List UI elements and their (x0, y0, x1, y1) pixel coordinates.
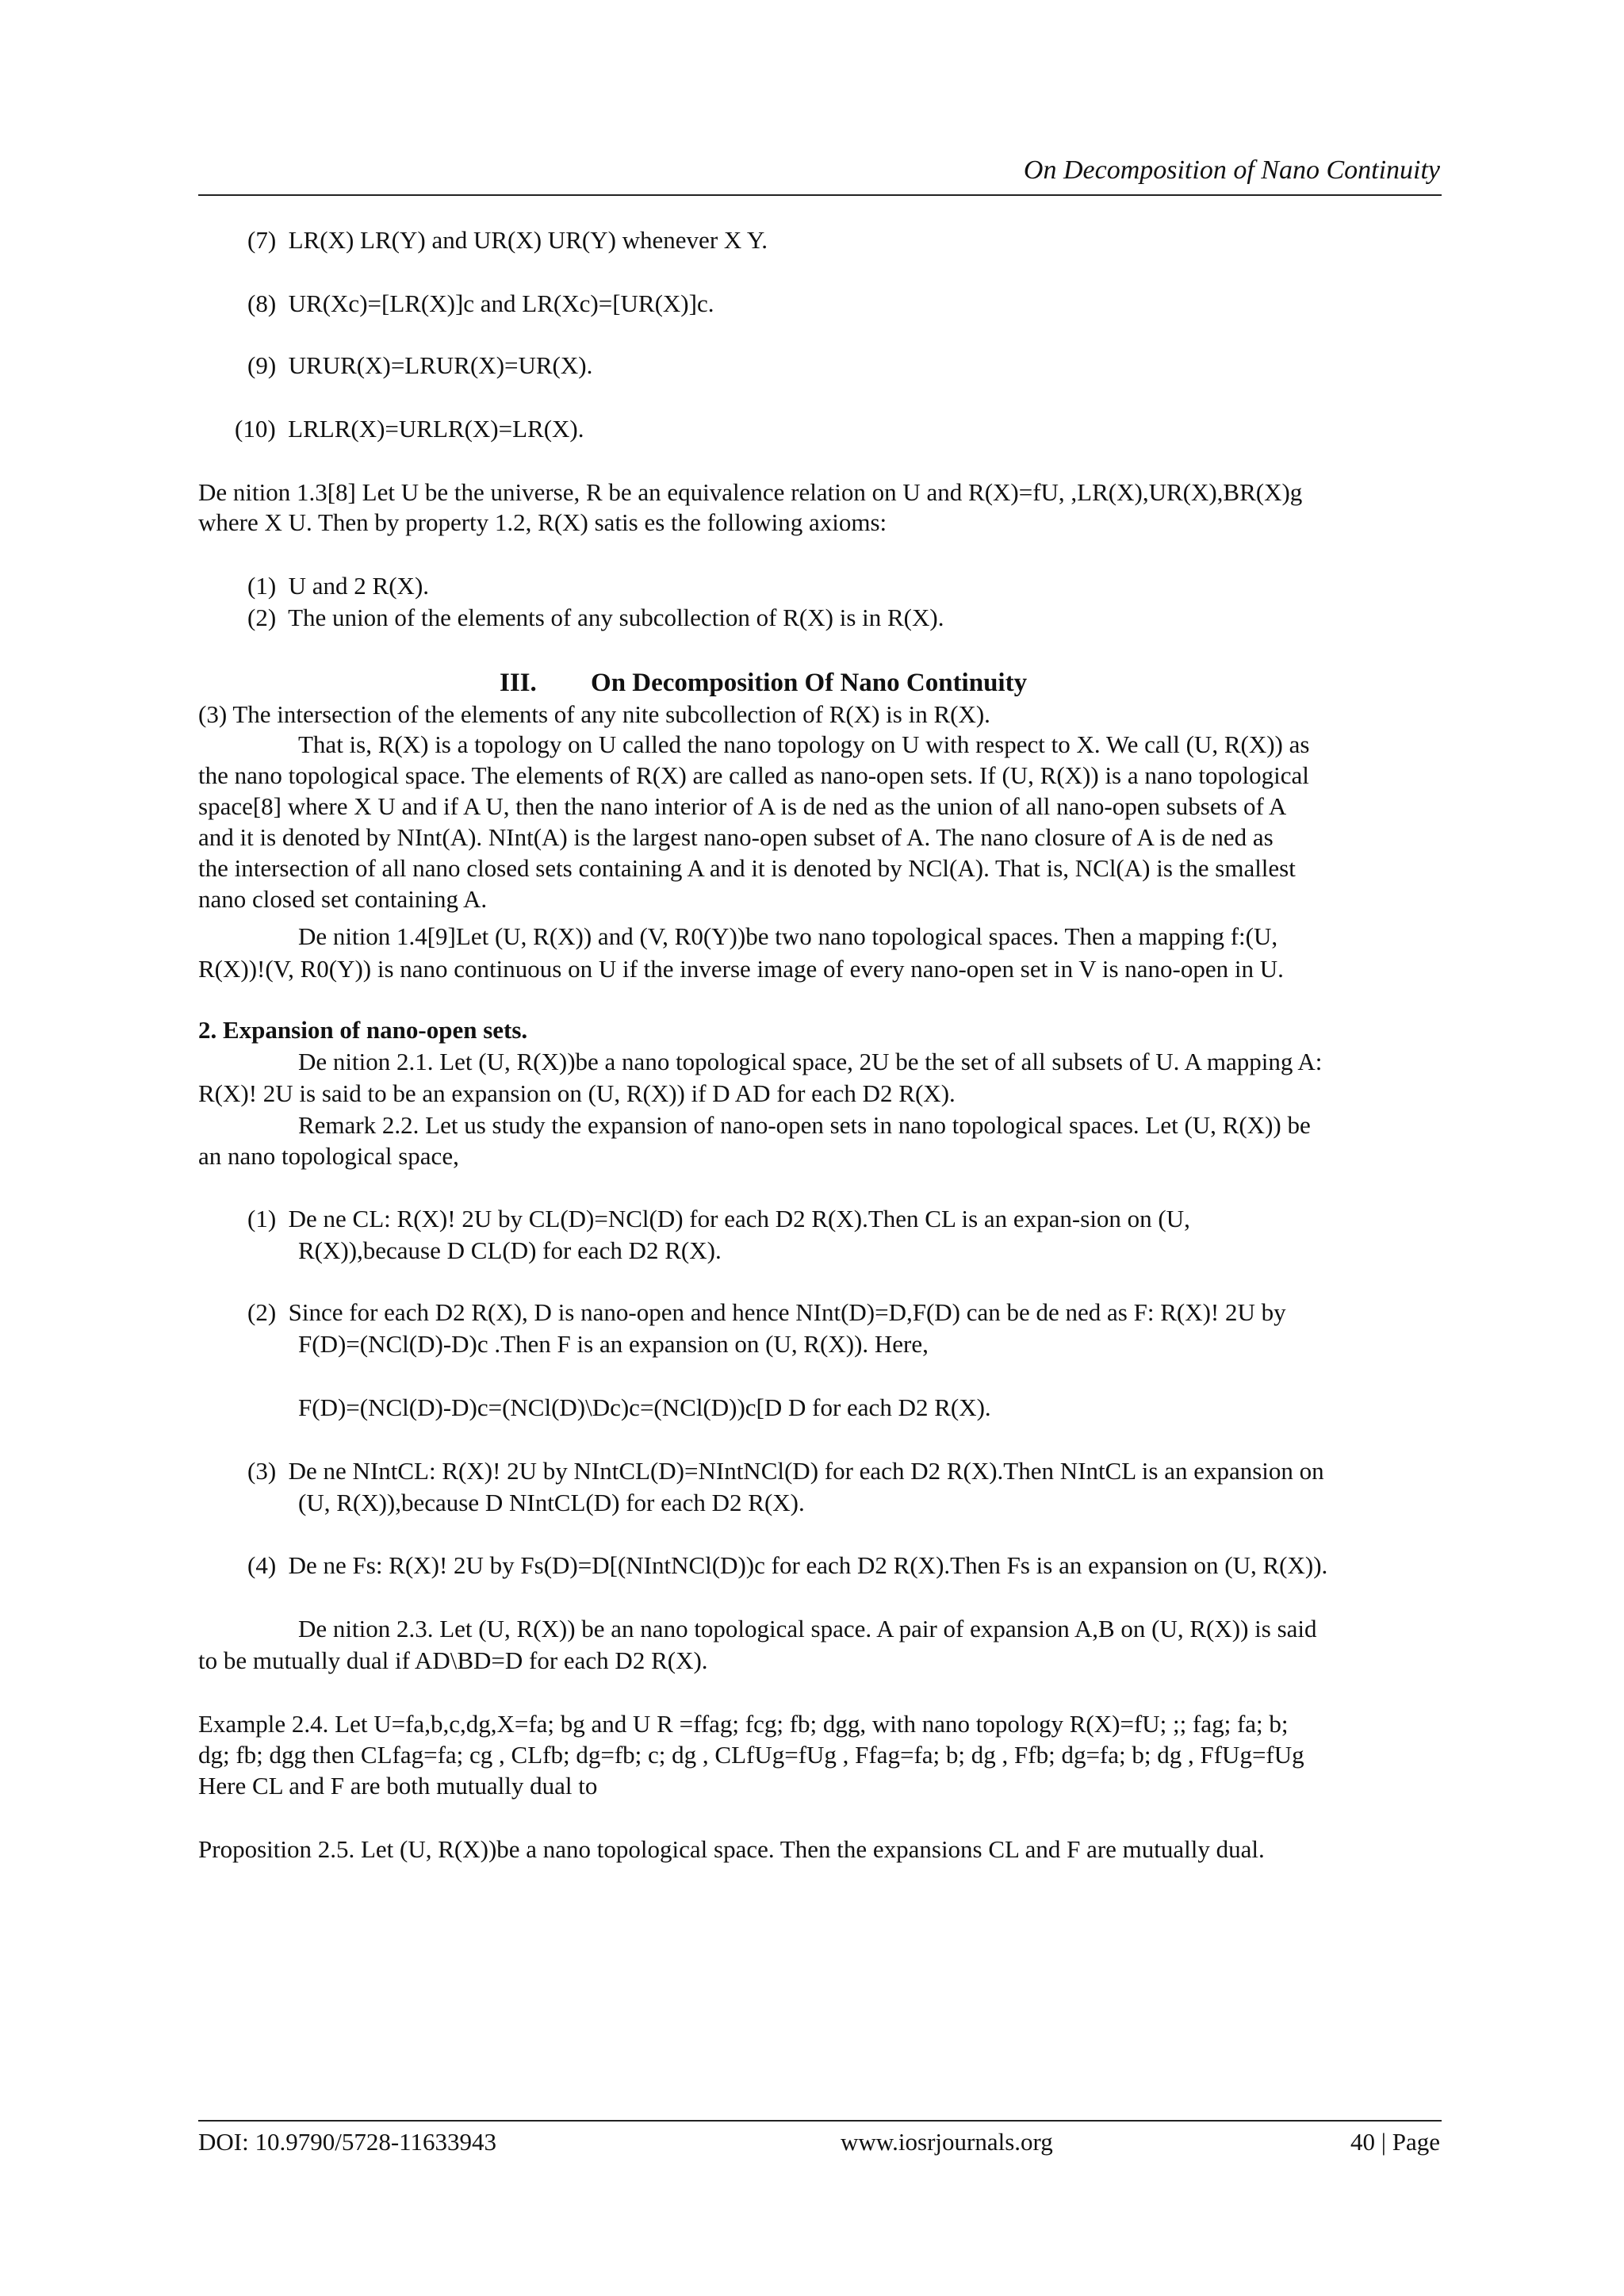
item-number: (3) (247, 1457, 277, 1485)
list-item-4 (247, 1550, 1327, 1581)
item-number: (2) (247, 1298, 277, 1326)
definition-1-4-line: De nition 1.4[9]Let (U, R(X)) and (V, R0(Y))be two nano topological spaces. Then a mapping f:(U, (298, 922, 1278, 950)
item-text: LRLR(X)=URLR(X)=LR(X). (288, 415, 584, 443)
section-title: On Decomposition Of Nano Continuity (591, 669, 1028, 697)
footer-page-number: 40 | Page (1350, 2128, 1440, 2156)
item-text: De ne Fs: R(X)! 2U by Fs(D)=D[(NIntNCl(D))c for each D2 R(X).Then Fs is an expansion on (U, R(X)). (288, 1551, 1328, 1579)
item-text: UR(Xc)=[LR(X)]c and LR(Xc)=[UR(X)]c. (288, 289, 714, 317)
list-item-3 (247, 1456, 1324, 1486)
list-item-continuation: (U, R(X)),because D NIntCL(D) for each D2 R(X). (298, 1489, 805, 1516)
proposition-2-5: Proposition 2.5. Let (U, R(X))be a nano topological space. Then the expansions CL and F are mutually dual. (198, 1835, 1265, 1863)
item-text: De ne NIntCL: R(X)! 2U by NIntCL(D)=NIntNCl(D) for each D2 R(X).Then NIntCL is an expansion on (288, 1457, 1324, 1485)
example-2-4-line: Here CL and F are both mutually dual to (198, 1772, 598, 1800)
axiom-3: (3) The intersection of the elements of any nite subcollection of R(X) is in R(X). (198, 700, 990, 728)
running-header: On Decomposition of Nano Continuity (1023, 155, 1440, 185)
definition-1-3-line2: where X U. Then by property 1.2, R(X) satis es the following axioms: (198, 508, 887, 536)
item-text: De ne CL: R(X)! 2U by CL(D)=NCl(D) for each D2 R(X).Then CL is an expan-sion on (U, (288, 1205, 1190, 1232)
list-item-continuation: F(D)=(NCl(D)-D)c .Then F is an expansion on (U, R(X)). Here, (298, 1330, 929, 1358)
definition-2-1-line: De nition 2.1. Let (U, R(X))be a nano topological space, 2U be the set of all subsets of U. A mapping A: (298, 1048, 1323, 1075)
item-number: (9) (247, 351, 277, 379)
axiom-2 (247, 603, 944, 633)
item-text: Since for each D2 R(X), D is nano-open and hence NInt(D)=D,F(D) can be de ned as F: R(X)! 2U by (288, 1298, 1286, 1326)
item-number: (2) (247, 604, 277, 631)
footer-rule (198, 2120, 1442, 2122)
list-item-continuation: R(X)),because D CL(D) for each D2 R(X). (298, 1236, 722, 1264)
paragraph-line: nano closed set containing A. (198, 885, 488, 913)
section-number: III. (500, 669, 537, 697)
paragraph-line: That is, R(X) is a topology on U called the nano topology on U with respect to X. We call (U, R(X)) as (298, 730, 1310, 758)
item-number: (10) (235, 415, 276, 443)
definition-2-1-line: R(X)! 2U is said to be an expansion on (U, R(X)) if D AD for each D2 R(X). (198, 1079, 956, 1107)
remark-2-2-line: Remark 2.2. Let us study the expansion of nano-open sets in nano topological spaces. Let (U, R(X)) be (298, 1111, 1311, 1139)
subsection-heading: 2. Expansion of nano-open sets. (198, 1016, 528, 1044)
definition-2-3-line: to be mutually dual if AD\BD=D for each D2 R(X). (198, 1646, 708, 1674)
property-9 (247, 351, 592, 381)
property-8 (247, 289, 714, 319)
item-number: (4) (247, 1551, 277, 1579)
paragraph-line: the intersection of all nano closed sets containing A and it is denoted by NCl(A). That is, NCl(A) is the smallest (198, 854, 1296, 882)
item-number: (1) (247, 1205, 277, 1232)
section-heading (500, 668, 1027, 698)
item-text: The union of the elements of any subcollection of R(X) is in R(X). (288, 604, 944, 631)
definition-2-3-line: De nition 2.3. Let (U, R(X)) be an nano topological space. A pair of expansion A,B on (U, R(X)) is said (298, 1615, 1317, 1642)
item-text: LR(X) LR(Y) and UR(X) UR(Y) whenever X Y. (288, 226, 768, 254)
header-rule (198, 194, 1442, 196)
paragraph-line: the nano topological space. The elements of R(X) are called as nano-open sets. If (U, R(X)) is a nano topological (198, 761, 1309, 789)
item-text: URUR(X)=LRUR(X)=UR(X). (288, 351, 593, 379)
item-text: U and 2 R(X). (288, 572, 430, 600)
example-2-4-line: Example 2.4. Let U=fa,b,c,dg,X=fa; bg and U R =ffag; fcg; fb; dgg, with nano topology R(X)=fU; ;; fag; fa; b; (198, 1710, 1289, 1738)
definition-1-4-line: R(X))!(V, R0(Y)) is nano continuous on U if the inverse image of every nano-open set in V is nano-open in U. (198, 955, 1284, 983)
list-item-1 (247, 1204, 1190, 1234)
item-number: (7) (247, 226, 277, 254)
footer-url[interactable]: www.iosrjournals.org (841, 2128, 1053, 2156)
property-10 (235, 414, 584, 444)
formula: F(D)=(NCl(D)-D)c=(NCl(D)\Dc)c=(NCl(D))c[D D for each D2 R(X). (298, 1393, 991, 1421)
list-item-2 (247, 1297, 1286, 1328)
paragraph-line: space[8] where X U and if A U, then the nano interior of A is de ned as the union of all nano-open subsets of A (198, 792, 1287, 820)
example-2-4-line: dg; fb; dgg then CLfag=fa; cg , CLfb; dg=fb; c; dg , CLfUg=fUg , Ffag=fa; b; dg , Ffb; dg=fa; b; dg , FfUg=fUg (198, 1741, 1304, 1769)
item-number: (1) (247, 572, 277, 600)
property-7 (247, 225, 768, 255)
item-number: (8) (247, 289, 277, 317)
remark-2-2-line: an nano topological space, (198, 1142, 459, 1170)
definition-1-3-line1: De nition 1.3[8] Let U be the universe, R be an equivalence relation on U and R(X)=fU, ,LR(X),UR(X),BR(X)g (198, 478, 1303, 506)
axiom-1 (247, 571, 429, 601)
footer-doi: DOI: 10.9790/5728-11633943 (198, 2128, 496, 2156)
paragraph-line: and it is denoted by NInt(A). NInt(A) is the largest nano-open subset of A. The nano closure of A is de ned as (198, 823, 1274, 851)
